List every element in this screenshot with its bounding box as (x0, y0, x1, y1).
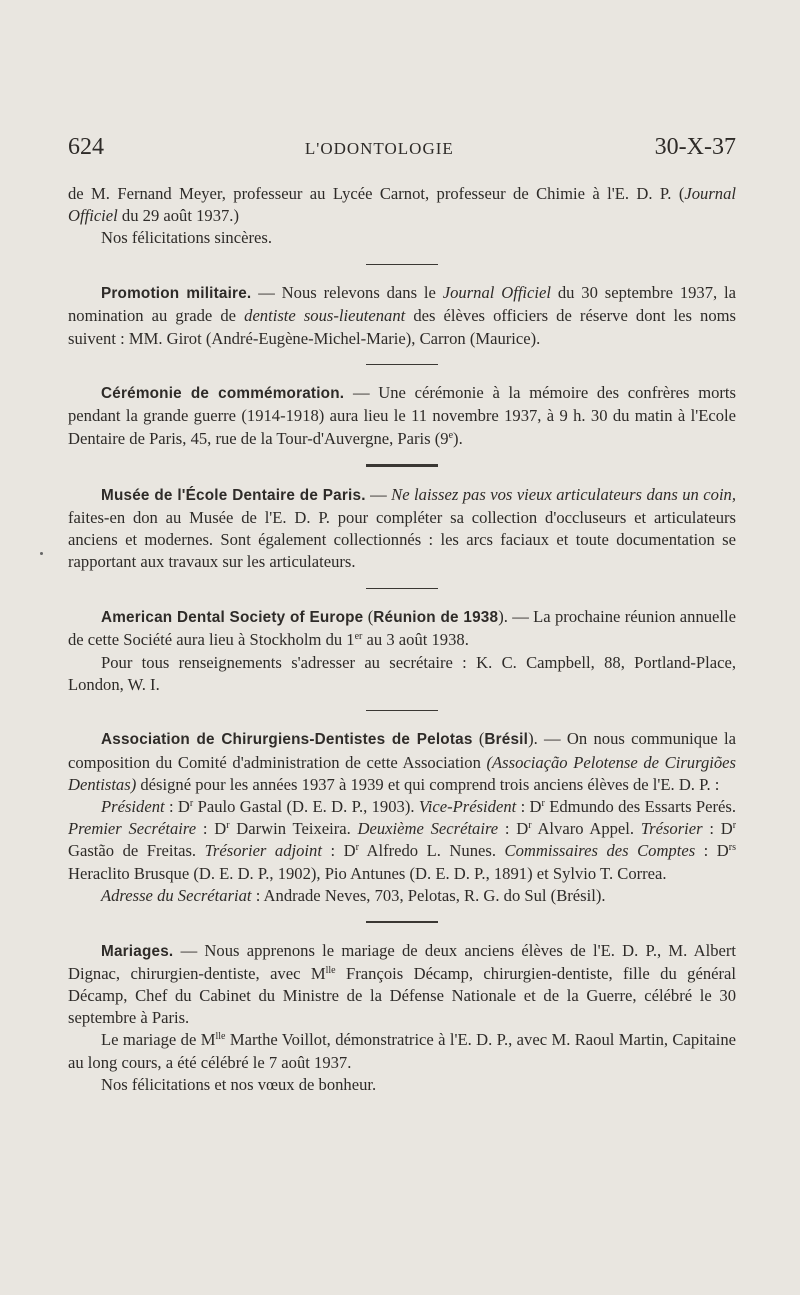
intro-congrats: Nos félicitations sincères. (101, 228, 272, 248)
american-contact: Pour tous renseignements s'adresser au secrétaire : K. C. Campbell, 88, Portland-Place, London, W. I. (68, 652, 736, 694)
issue-date: 30-X-37 (654, 134, 736, 160)
intro-paragraph: de M. Fernand Meyer, professeur au Lycée Carnot, professeur de Chimie à l'E. D. P. (Journal Officiel du 29 août 1937.) (68, 184, 736, 226)
section-divider (366, 464, 438, 467)
mariages-second: Le mariage de $M^{lle}$ Marthe Voillot, démonstratrice à l'E. D. P., avec M. Raoul Martin, Capitaine au long cours, a été célébré le 7 août 1937. (68, 1030, 736, 1072)
section-divider (366, 921, 438, 923)
american-paragraph: American Dental Society of Europe (Réunion de 1938). — La prochaine réunion annuelle de cette Société aura lieu à Stockholm du 1er au 3 août 1938. (68, 607, 736, 650)
promotion-paragraph: Promotion militaire. — Nous relevons dans le Journal Officiel du 30 septembre 1937, la nomination au grade de dentiste sous-lieutenant des élèves officiers de réserve dont les noms suivent : MM. Girot (André-Eugène-Michel-Marie), Carron (Maurice). (68, 283, 737, 348)
pelotas-paragraph: Association de Chirurgiens-Dentistes de Pelotas (Brésil). — On nous communique la composition du Comité d'administration de cette Association (Associação Pelotense de Cirurgiões Dentistas) désigné pour les années 1937 à 1939 et qui comprend trois anciens élèves de l'E. D. P. : (68, 729, 736, 794)
section-heading: Mariages. (101, 942, 174, 960)
article-body (68, 183, 736, 1096)
section-heading: Promotion militaire. (101, 285, 252, 303)
section-divider (366, 710, 438, 712)
page-number: 624 (68, 134, 104, 160)
section-heading: Cérémonie de commémoration. (101, 385, 345, 403)
musee-paragraph: Musée de l'École Dentaire de Paris. — Ne laissez pas vos vieux articulateurs dans un coin, faites-en don au Musée de l'E. D. P. pour compléter sa collection d'occluseurs et articulateurs anciens et modernes. Sont également collectionnés : les arcs faciaux et toute documentation se rapportant aux travaux sur les articulateurs. (68, 484, 737, 572)
pelotas-committee: Président : $D^r$ Paulo Gastal (D. E. D. P., 1903). Vice-Président : $D^r$ Edmundo des Essarts Perés. Premier Secrétaire : $D^r$ Darwin Teixeira. Deuxième Secrétaire : $D^r$ Alvaro Appel. Trésorier : $D^r$ Gastão de Freitas. Trésorier adjoint : $D^r$ Alfredo L. Nunes. Commissaires des Comptes : $D^{rs}$ Heraclito Brusque (D. E. D. P., 1902), Pio Antunes (D. E. D. P., 1891) et Sylvio T. Correa. (68, 797, 737, 883)
margin-speck (40, 552, 43, 555)
mariages-paragraph: Mariages. — Nous apprenons le mariage de deux anciens élèves de l'E. D. P., M. Albert Dignac, chirurgien-dentiste, avec $M^{lle}$ François Décamp, chirurgien-dentiste, fille du général Décamp, Chef du Cabinet du Ministre de la Défense Nationale et de la Guerre, célébré le 30 septembre à Paris. (68, 940, 736, 1028)
section-heading: Musée de l'École Dentaire de Paris. (101, 486, 366, 504)
running-header (68, 134, 736, 161)
journal-title: L'ODONTOLOGIE (304, 139, 454, 158)
section-divider (366, 264, 438, 266)
pelotas-address: Adresse du Secrétariat : Andrade Neves, 703, Pelotas, R. G. do Sul (Brésil). (101, 885, 606, 905)
section-heading: Association de Chirurgiens-Dentistes de Pelotas (101, 731, 473, 749)
section-divider (366, 588, 438, 590)
ceremonie-paragraph: Cérémonie de commémoration. — Une cérémonie à la mémoire des confrères morts pendant la grande guerre (1914-1918) aura lieu le 11 novembre 1937, à 9 h. 30 du matin à l'Ecole Dentaire de Paris, 45, rue de la Tour-d'Auvergne, Paris (9e). (68, 383, 737, 448)
section-divider (366, 364, 438, 366)
mariages-congrats: Nos félicitations et nos vœux de bonheur. (101, 1074, 377, 1094)
section-heading: American Dental Society of Europe (101, 609, 364, 627)
